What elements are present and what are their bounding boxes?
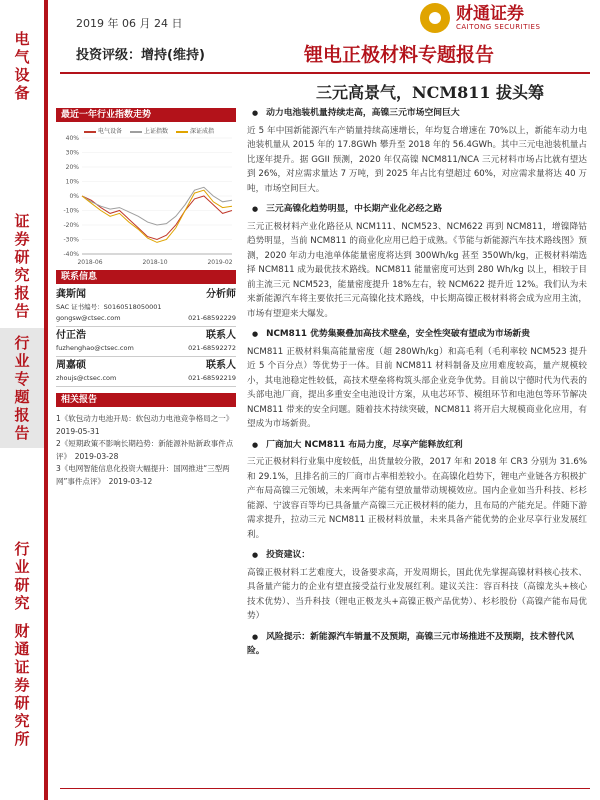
section-5-heading: ● 投资建议： <box>247 548 587 563</box>
contact-item <box>56 359 236 387</box>
contact-name: 付正浩 <box>56 330 86 341</box>
related-report-item[interactable]: 3《电网智能信息化投资大幅提升：国网推进“三型两网”事件点评》 2019-03-12 <box>56 464 230 486</box>
contacts-list <box>56 288 236 387</box>
contacts-section-header: 联系信息 <box>56 270 236 284</box>
contact-name: 周嘉硕 <box>56 360 86 371</box>
legend-swatch <box>84 131 96 133</box>
contact-divider <box>56 326 236 327</box>
chart-legend <box>84 126 214 135</box>
x-tick-label: 2018-06 <box>77 259 103 266</box>
x-tick-label: 2018-10 <box>142 259 168 266</box>
logo-text-en: CAITONG SECURITIES <box>456 23 541 31</box>
y-tick-label: -10% <box>63 207 79 215</box>
contact-item <box>56 288 236 327</box>
sidebar-char: 报 <box>14 406 30 424</box>
contact-name: 龚斯闻 <box>56 289 86 300</box>
sidebar-char: 电 <box>14 30 30 48</box>
contact-role: 分析师 <box>206 289 236 300</box>
sidebar-char: 告 <box>14 424 30 442</box>
sidebar-char: 行 <box>14 334 30 352</box>
sidebar-char: 通 <box>14 640 30 658</box>
report-title: 锂电正极材料专题报告 <box>304 44 495 66</box>
sidebar-topic-report <box>0 328 44 448</box>
contact-cert: SAC 证书编号：S0160518050001 <box>56 303 162 311</box>
sidebar-char: 究 <box>14 266 30 284</box>
y-tick-label: -20% <box>63 222 79 229</box>
sidebar-red-strip <box>44 0 48 800</box>
sidebar-char: 告 <box>14 302 30 320</box>
sidebar-char: 券 <box>14 676 30 694</box>
contact-phone: 021-68592272 <box>188 344 236 352</box>
section-1-text: 近 5 年中国新能源汽车产销量持续高速增长，年均复合增速在 70%以上，新能车动力电池装机量从 2015 年的 17.8GWh 攀升至 2018 年的 56.4GWh。其中三元电池装机量占比逐年提升。据 GGII 预测，2020 年仅高镍 NCM811/NCA 三元材料市场占比就有望达到 26%，对应需求量达 7 万吨，到 2025 年占比有望超过 60%，对应需求量将达 40 万吨，市场空间巨大。 <box>247 125 587 194</box>
sidebar-char: 题 <box>14 388 30 406</box>
chart-section-header: 最近一年行业指数走势 <box>56 108 236 122</box>
y-tick-label: 20% <box>65 164 79 171</box>
contact-email: fuzhenghao@ctsec.com <box>56 344 134 352</box>
y-tick-label: 10% <box>65 178 79 186</box>
related-report-item[interactable]: 1《软包动力电池开局：软包动力电池竞争格局之一》 2019-05-31 <box>56 414 238 436</box>
sidebar-char: 证 <box>14 658 30 676</box>
report-date: 2019 年 06 月 24 日 <box>76 17 183 30</box>
sidebar-char: 财 <box>14 622 30 640</box>
contact-divider <box>56 356 236 357</box>
legend-label: 上证指数 <box>144 128 169 135</box>
legend-item <box>84 126 122 135</box>
contact-item <box>56 329 236 357</box>
contact-divider <box>56 386 236 387</box>
section-3-heading: ● NCM811 优势集聚叠加高技术壁垒，安全性突破有望成为市场新贵 <box>247 327 587 342</box>
section-6-heading: ● 风险提示：新能源汽车销量不及预期，高镍三元市场推进不及预期，技术替代风险。 <box>247 630 587 659</box>
rating-value: 增持(维持) <box>141 48 205 63</box>
y-tick-label: 40% <box>65 135 79 142</box>
sidebar-char: 券 <box>14 230 30 248</box>
sidebar-char: 气 <box>14 48 30 66</box>
contact-email: zhoujs@ctsec.com <box>56 374 117 382</box>
section-1-heading: ● 动力电池装机量持续走高，高镍三元市场空间巨大 <box>247 106 587 121</box>
related-section-header: 相关报告 <box>56 393 236 407</box>
sidebar-char: 究 <box>14 712 30 730</box>
y-tick-label: -30% <box>63 236 79 244</box>
section-3-text: NCM811 正极材料集高能量密度（超 280Wh/kg）和高毛利（毛利率较 NCM523 提升近 5 个百分点）等优势于一体。目前 NCM811 材料制备及应用难度较高，量产规模较小，其电池稳定性较低，高技术壁垒将构筑头部企业竞争优势。目前以宁德时代为代表的头部电池厂商，提出多重安全电池设计方案，从电芯环节、模组环节和电池包等环节解决 NCM811 带来的安全问题。随着技术持续突破，NCM811 将开启大规模商业化应用，有望成为市场新贵。 <box>247 346 587 429</box>
logo <box>420 0 600 36</box>
legend-swatch <box>176 131 188 133</box>
sidebar-industry-research <box>0 540 44 612</box>
logo-text-cn: 财通证券 <box>456 4 524 24</box>
section-2-heading: ● 三元高镍化趋势明显，中长期产业化必经之路 <box>247 202 587 217</box>
legend-label: 深证成指 <box>190 128 215 135</box>
sidebar-char: 业 <box>14 558 30 576</box>
sidebar-sector <box>0 30 44 102</box>
series-line <box>82 190 232 242</box>
left-sidebar <box>0 0 48 800</box>
legend-item <box>130 126 168 135</box>
chart-svg <box>56 122 236 270</box>
report-subtitle: 三元高景气，NCM811 拔头筹 <box>316 83 545 102</box>
section-4-heading: ● 厂商加大 NCM811 布局力度，尽享产能释放红利 <box>247 438 587 453</box>
sidebar-char: 设 <box>14 66 30 84</box>
sidebar-char: 报 <box>14 284 30 302</box>
legend-label: 电气设备 <box>98 128 123 135</box>
sidebar-char: 究 <box>14 594 30 612</box>
sidebar-char: 研 <box>14 694 30 712</box>
index-chart <box>56 122 236 270</box>
section-4-text: 三元正极材料行业集中度较低，出货量较分散，2017 年和 2018 年 CR3 分别为 31.6%和 29.1%，且排名前三的厂商市占率相差较小。在高镍化趋势下，锂电产业链各方积极扩产布局高镍三元领域，未来两年产能有望放量带动规模效应。国内企业如当升科技、杉杉能源、宁波容百等均已具备量产高镍三元正极材料的能力，且布局的产能充足。伴随下游需求提升，拉动三元 NCM811 正极材料放量，未来具备产能优势的企业尽享行业发展红利。 <box>247 457 587 540</box>
contact-phone: 021-68592219 <box>188 374 236 382</box>
sidebar-report-type <box>0 212 44 320</box>
section-2-text: 三元正极材料产业化路径从 NCM111、NCM523、NCM622 再到 NCM811，增镍降钴趋势明显，当前 NCM811 的商业化应用已趋于成熟。《节能与新能源汽车技术路线图》预测，2020 年动力电池单体能量密度将达到 300Wh/kg 甚至 350Wh/kg，正极材料端选择 NCM811 成为最优技术路线。NCM811 能量密度可达到 280 Wh/kg 以上，相较于目前主流三元 NCM523，能量密度提升 18%左右，较 NCM622 提升近 12%。我们认为未来新能源汽车将主要依托三元高镍化技术路线，中长期高镍正极材料将会成为应用主流，市场有望迎来大爆发。 <box>247 221 587 319</box>
related-reports <box>56 413 236 488</box>
series-line <box>82 196 232 240</box>
sidebar-char: 专 <box>14 370 30 388</box>
contact-role: 联系人 <box>206 360 236 371</box>
legend-item <box>176 126 214 135</box>
sidebar-char: 证 <box>14 212 30 230</box>
footer-divider <box>60 788 590 789</box>
investment-rating <box>76 44 205 63</box>
contact-email: gongsw@ctsec.com <box>56 314 121 322</box>
sidebar-char: 备 <box>14 84 30 102</box>
contact-role: 联系人 <box>206 330 236 341</box>
left-column <box>56 108 236 488</box>
rating-label: 投资评级： <box>76 48 142 63</box>
sidebar-char: 所 <box>14 730 30 748</box>
section-5-text: 高镍正极材料工艺难度大，设备要求高，开发周期长，国此优先掌握高镍材料核心技术、具备量产能力的企业有望直接受益行业发展红利。建议关注：容百科技（高镍龙头+核心技术优势）、当升科技（锂电正极龙头+高镍正极产品优势）、杉杉股份（高镍产能布局优势） <box>247 567 587 621</box>
y-tick-label: -40% <box>63 251 79 258</box>
related-report-item[interactable]: 2《短期政策不影响长期趋势：新能源补贴新政事件点评》 2019-03-28 <box>56 439 234 461</box>
main-content <box>247 106 587 662</box>
y-tick-label: 0% <box>69 193 79 200</box>
x-tick-label: 2019-02 <box>207 259 233 266</box>
sidebar-char: 研 <box>14 248 30 266</box>
legend-swatch <box>130 131 142 133</box>
sidebar-char: 研 <box>14 576 30 594</box>
header-divider <box>60 72 590 74</box>
sidebar-char: 业 <box>14 352 30 370</box>
contact-phone: 021-68592229 <box>188 314 236 322</box>
sidebar-institute <box>0 622 44 748</box>
y-tick-label: 30% <box>65 149 79 157</box>
series-line <box>82 187 232 225</box>
sidebar-char: 行 <box>14 540 30 558</box>
logo-icon <box>420 3 450 33</box>
